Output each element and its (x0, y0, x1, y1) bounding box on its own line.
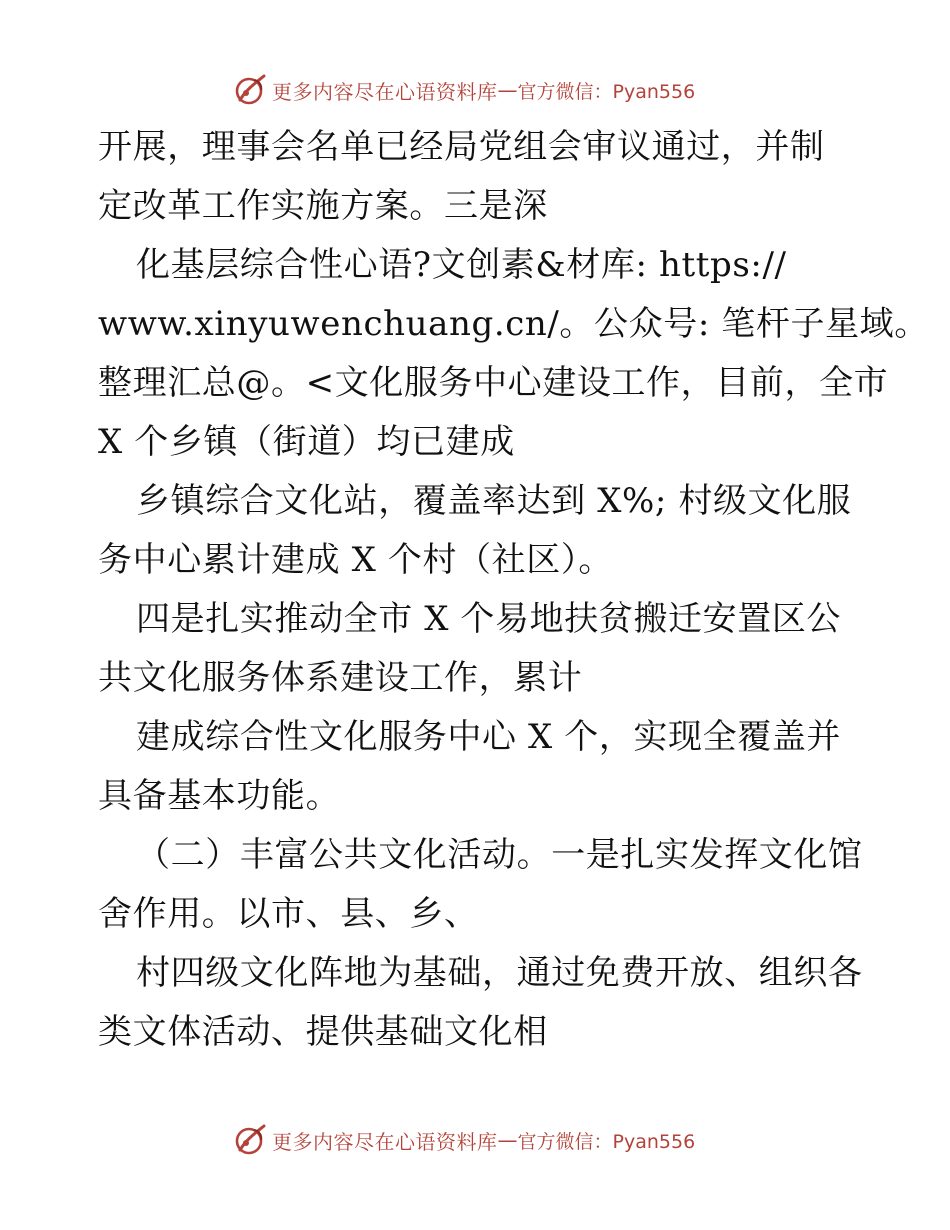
quill-swirl-logo-icon (232, 1122, 268, 1158)
text-line: 乡镇综合文化站，覆盖率达到 X%; 村级文化服 (136, 481, 852, 521)
text-line: 化基层综合性心语?文创素&材库: https:// (136, 245, 787, 285)
text-line: www.xinyuwenchuang.cn/。公众号: 笔杆子星域。 (98, 304, 929, 344)
watermark-separator: — (497, 78, 518, 102)
text-line: 舍作用。以市、县、乡、 (98, 894, 479, 934)
text-line: 定改革工作实施方案。三是深 (98, 186, 548, 226)
text-line: 开展，理事会名单已经局党组会审议通过，并制 (98, 127, 825, 167)
text-line: （二）丰富公共文化活动。一是扎实发挥文化馆 (136, 835, 863, 875)
watermark-separator: — (497, 1128, 518, 1152)
text-line: 村四级文化阵地为基础，通过免费开放、组织各 (136, 953, 863, 993)
watermark-header (232, 70, 695, 110)
watermark-title: 更多内容尽在心语资料库 (272, 1129, 498, 1154)
watermark-title: 更多内容尽在心语资料库 (272, 79, 498, 104)
text-line: 四是扎实推动全市 X 个易地扶贫搬迁安置区公 (136, 599, 842, 639)
watermark-footer (232, 1120, 695, 1160)
text-line: 建成综合性文化服务中心 X 个，实现全覆盖并 (136, 717, 842, 757)
watermark-contact: 官方微信：Pyan556 (517, 1130, 696, 1153)
text-line: 共文化服务体系建设工作，累计 (98, 658, 583, 698)
quill-swirl-logo-icon (232, 72, 268, 108)
text-line: 类文体活动、提供基础文化相 (98, 1012, 548, 1052)
text-line: 务中心累计建成 X 个村（社区）。 (98, 540, 614, 580)
watermark-contact: 官方微信：Pyan556 (517, 80, 696, 103)
text-line: X 个乡镇（街道）均已建成 (98, 422, 515, 462)
text-line: 具备基本功能。 (98, 776, 341, 816)
document-body (98, 118, 929, 1062)
text-line: 整理汇总@。<文化服务中心建设工作，目前，全市 (98, 363, 889, 403)
